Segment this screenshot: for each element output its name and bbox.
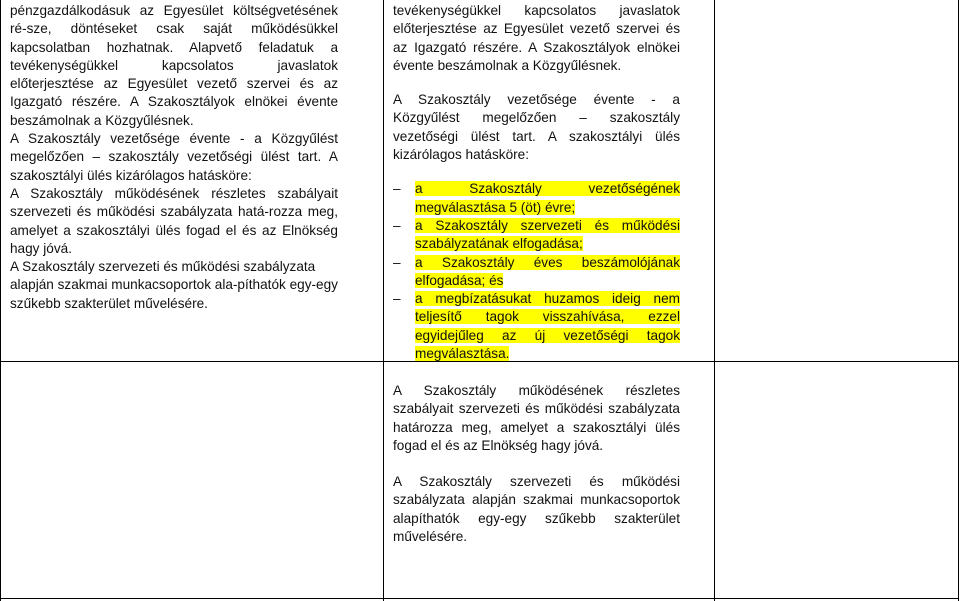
table-border-left	[0, 0, 1, 601]
middle-paragraph-2: A Szakosztály vezetősége évente - a Közgyűlést megelőzően – szakosztály vezetőségi ülést tart. A szakosztályi ülés kizárólagos hatásköre:	[393, 92, 680, 163]
list-item: – a megbízatásukat huzamos ideig nem teljesítő tagok visszahívása, ezzel egyidejűleg az új vezetőségi tagok megválasztása.	[393, 291, 680, 362]
dash-bullet: –	[393, 181, 401, 197]
table-border-right	[958, 0, 959, 601]
table-border-col1	[383, 0, 384, 601]
left-paragraph-1: pénzgazdálkodásuk az Egyesület költségvetésének ré-sze, döntéseket csak saját működésükkel kapcsolatban hozhatnak. Alapvető feladatuk a tevékenységükkel kapcsolatos javaslatok előterjesztése az Egyesület vezető szervei és az Igazgató részére. A Szakosztályok elnökei évente beszámolnak a Közgyűlésnek.	[10, 3, 338, 128]
list-item: – a Szakosztály éves beszámolójának elfogadása; és	[393, 254, 680, 288]
right-top-cell	[715, 0, 958, 361]
dash-bullet: –	[393, 217, 401, 233]
right-bottom-cell	[715, 362, 958, 598]
dash-bullet: –	[393, 254, 401, 270]
table-border-bottom	[0, 598, 959, 599]
list-item: – a Szakosztály szervezeti és működési szabályzatának elfogadása;	[393, 217, 680, 252]
middle-paragraph-1: tevékenységükkel kapcsolatos javaslatok előterjesztése az Egyesület vezető szervei és az Igazgató részére. A Szakosztályok elnökei évente beszámolnak a Közgyűlésnek.	[393, 3, 680, 73]
middle-bottom-cell	[393, 382, 680, 546]
left-paragraph-2: A Szakosztály vezetősége évente - a Közgyűlést megelőzően – szakosztály vezetőségi ülést tart. A szakosztályi ülés kizárólagos hatásköre:	[10, 131, 338, 183]
middle-top-cell	[393, 2, 680, 363]
list-item: – a Szakosztály vezetőségének megválasztása 5 (öt) évre;	[393, 181, 680, 215]
middle-bottom-paragraph-1: A Szakosztály működésének részletes szabályait szervezeti és működési szabályzata határozza meg, amelyet a szakosztályi ülés fogad el és az Elnökség hagy jóvá.	[393, 383, 680, 453]
left-cell	[10, 2, 338, 313]
left-paragraph-3: A Szakosztály működésének részletes szabályait szervezeti és működési szabályzata hatá-rozza meg, amelyet a szakosztályi ülés fogad el és az Elnökség hagy jóvá.	[10, 185, 338, 256]
competence-list	[393, 180, 680, 363]
middle-bottom-paragraph-2: A Szakosztály szervezeti és működési szabályzata alapján szakmai munkacsoportok alapíthatók egy-egy szűkebb szakterület művelésére.	[393, 474, 680, 545]
dash-bullet: –	[393, 291, 401, 307]
left-paragraph-4: A Szakosztály szervezeti és működési szabályzata alapján szakmai munkacsoportok ala-píthatók egy-egy szűkebb szakterület művelésére.	[10, 259, 338, 311]
